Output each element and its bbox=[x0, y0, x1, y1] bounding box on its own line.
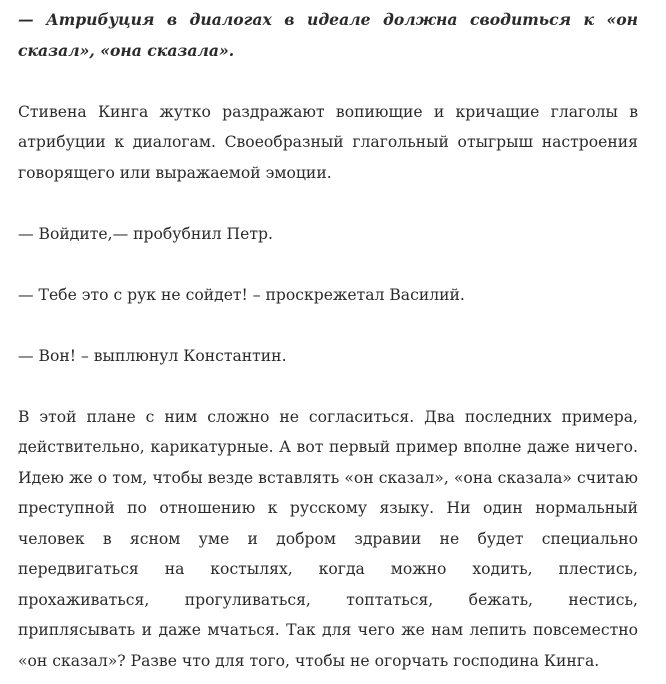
intro-paragraph: Стивена Кинга жутко раздражают вопиющие и кричащие глаголы в атрибуции к диалогам. Своеобразный глагольный отыгрыш настроения говорящего или выражаемой эмоции. bbox=[18, 102, 638, 182]
dialogue-example: — Войдите,— пробубнил Петр. bbox=[18, 224, 273, 243]
quote-heading: — Атрибуция в диалогах в идеале должна сводиться к «он сказал», «она сказала». bbox=[18, 10, 638, 60]
dialogue-example: — Вон! – выплюнул Константин. bbox=[18, 346, 287, 365]
conclusion-paragraph: В этой плане с ним сложно не согласиться. Два последних примера, действительно, карикатурные. А вот первый пример вполне даже ничего. Идею же о том, чтобы везде вставлять «он сказал», «она сказала» считаю преступной по отношению к русскому языку. Ни один нормальный человек в ясном уме и добром здравии не будет специально передвигаться на костылях, когда можно ходить, плестись, прохаживаться, прогуливаться, топтаться, бежать, нестись, приплясывать и даже мчаться. Так для чего же нам лепить повсеместно «он сказал»? Разве что для того, чтобы не огорчать господина Кинга. bbox=[18, 407, 638, 670]
dialogue-example: — Тебе это с рук не сойдет! – проскрежетал Василий. bbox=[18, 285, 465, 304]
article-body bbox=[18, 5, 638, 676]
